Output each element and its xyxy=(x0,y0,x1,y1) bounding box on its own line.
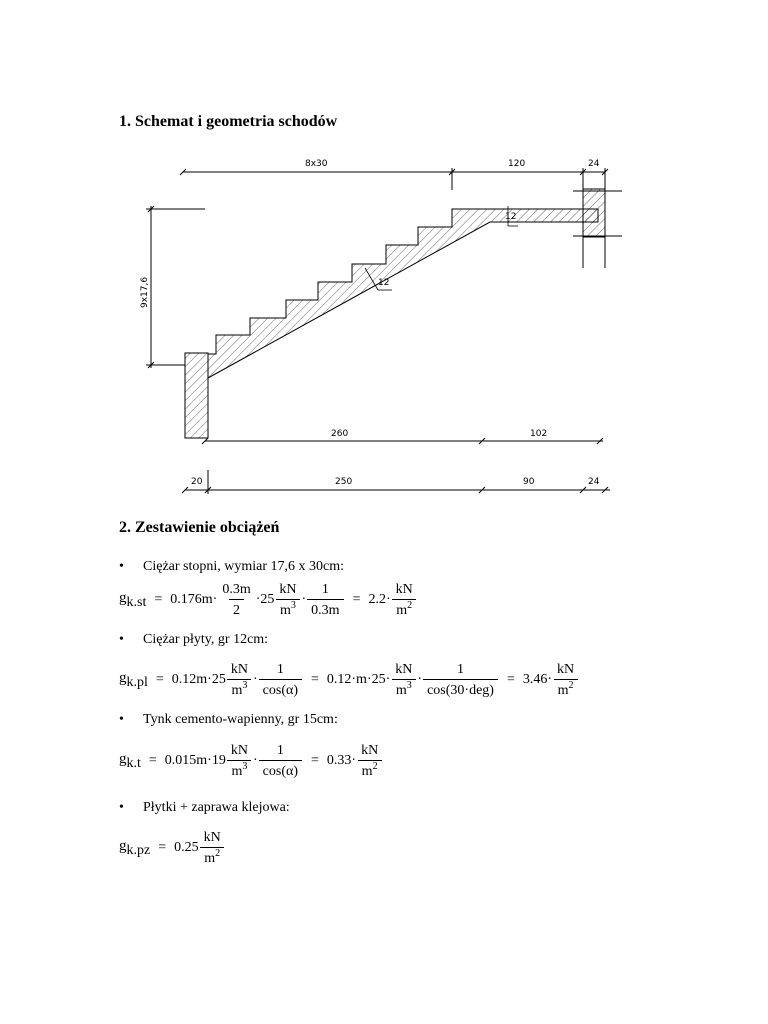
slab-thickness-flight: 12 xyxy=(378,278,390,288)
fraction: kN $m^3$ xyxy=(391,661,416,699)
dim-bot-flight: 250 xyxy=(335,477,353,487)
bullet-icon: • xyxy=(119,632,124,647)
stair-cross-section-drawing xyxy=(130,150,630,500)
formula-plaster: $g_{k.t}$ = 0.015m·19 kN $m^3$ · $\frac{1}{\cos(\alpha)}$ = 0.33· kN $m^2$ xyxy=(119,737,383,785)
dim-mid-flight: 260 xyxy=(331,429,349,439)
load-item-label-plaster: • Tynk cemento-wapienny, gr 15cm: xyxy=(119,712,338,727)
dim-bot-left: 20 xyxy=(191,477,203,487)
dimension-line-top xyxy=(180,168,608,190)
dim-bot-wall: 24 xyxy=(588,477,600,487)
load-item-label-slab: • Ciężar płyty, gr 12cm: xyxy=(119,632,269,647)
dim-top-flight: 8x30 xyxy=(305,159,328,169)
fraction: $\frac{1}{0.3m}$ xyxy=(307,581,343,619)
formula-tiles: $g_{k.pz}$ = 0.25 kN $m^2$ xyxy=(119,824,226,872)
load-item-label-tiles: • Płytki + zaprawa klejowa: xyxy=(119,800,290,815)
dim-vertical: 9x17,6 xyxy=(140,276,150,308)
dim-top-landing: 120 xyxy=(508,159,526,169)
fraction: kN $m^3$ xyxy=(227,661,252,699)
section-heading-geometry: 1. Schemat i geometria schodów xyxy=(119,113,338,130)
formula-steps: $g_{k.st}$ = 0.176m· 0.3m 2 ·25 kN $m^3$ · $\frac{1}{0.3m}$ = 2.2· kN $m^2$ xyxy=(119,576,418,624)
bullet-icon: • xyxy=(119,800,124,815)
dim-bot-landing: 90 xyxy=(523,477,535,487)
formula-lhs: $g_{k.pz}$ xyxy=(119,837,151,858)
dim-top-wall: 24 xyxy=(588,159,600,169)
fraction: 0.3m 2 xyxy=(222,582,251,618)
slab-thickness-landing: 12 xyxy=(505,212,517,222)
bullet-icon: • xyxy=(119,559,124,574)
dimension-line-bottom xyxy=(182,470,610,494)
fraction: 1 cos(30·deg) xyxy=(423,661,498,699)
formula-lhs: $g_{k.t}$ xyxy=(119,750,141,771)
left-support-column xyxy=(185,353,208,438)
fraction: kN $m^3$ xyxy=(227,742,252,780)
fraction: $\frac{1}{\cos(\alpha)}$ xyxy=(259,742,302,780)
stair-slab-hatched xyxy=(208,209,598,378)
formula-slab: $g_{k.pl}$ = 0.12m·25 kN $m^3$ · $\frac{1}{\cos(\alpha)}$ = 0.12·m·25· kN $m^3$ · 1 cos(30·deg) = 3.46· kN $m^2$ xyxy=(119,656,579,704)
fraction: kN $m^2$ xyxy=(200,829,225,867)
load-item-label-steps: • Ciężar stopni, wymiar 17,6 x 30cm: xyxy=(119,559,345,574)
formula-lhs: $g_{k.pl}$ xyxy=(119,669,148,690)
right-wall xyxy=(573,189,622,268)
dim-mid-landing: 102 xyxy=(530,429,548,439)
section-heading-loads: 2. Zestawienie obciążeń xyxy=(119,519,280,536)
dimension-line-vertical xyxy=(146,206,205,368)
fraction-result: kN $m^2$ xyxy=(392,581,417,619)
fraction-result: kN $m^2$ xyxy=(553,661,578,699)
fraction: kN $m^3$ xyxy=(275,581,300,619)
bullet-icon: • xyxy=(119,712,124,727)
fraction: $\frac{1}{\cos(\alpha)}$ xyxy=(259,661,302,699)
fraction-result: kN $m^2$ xyxy=(357,742,382,780)
formula-lhs: $g_{k.st}$ xyxy=(119,589,147,610)
